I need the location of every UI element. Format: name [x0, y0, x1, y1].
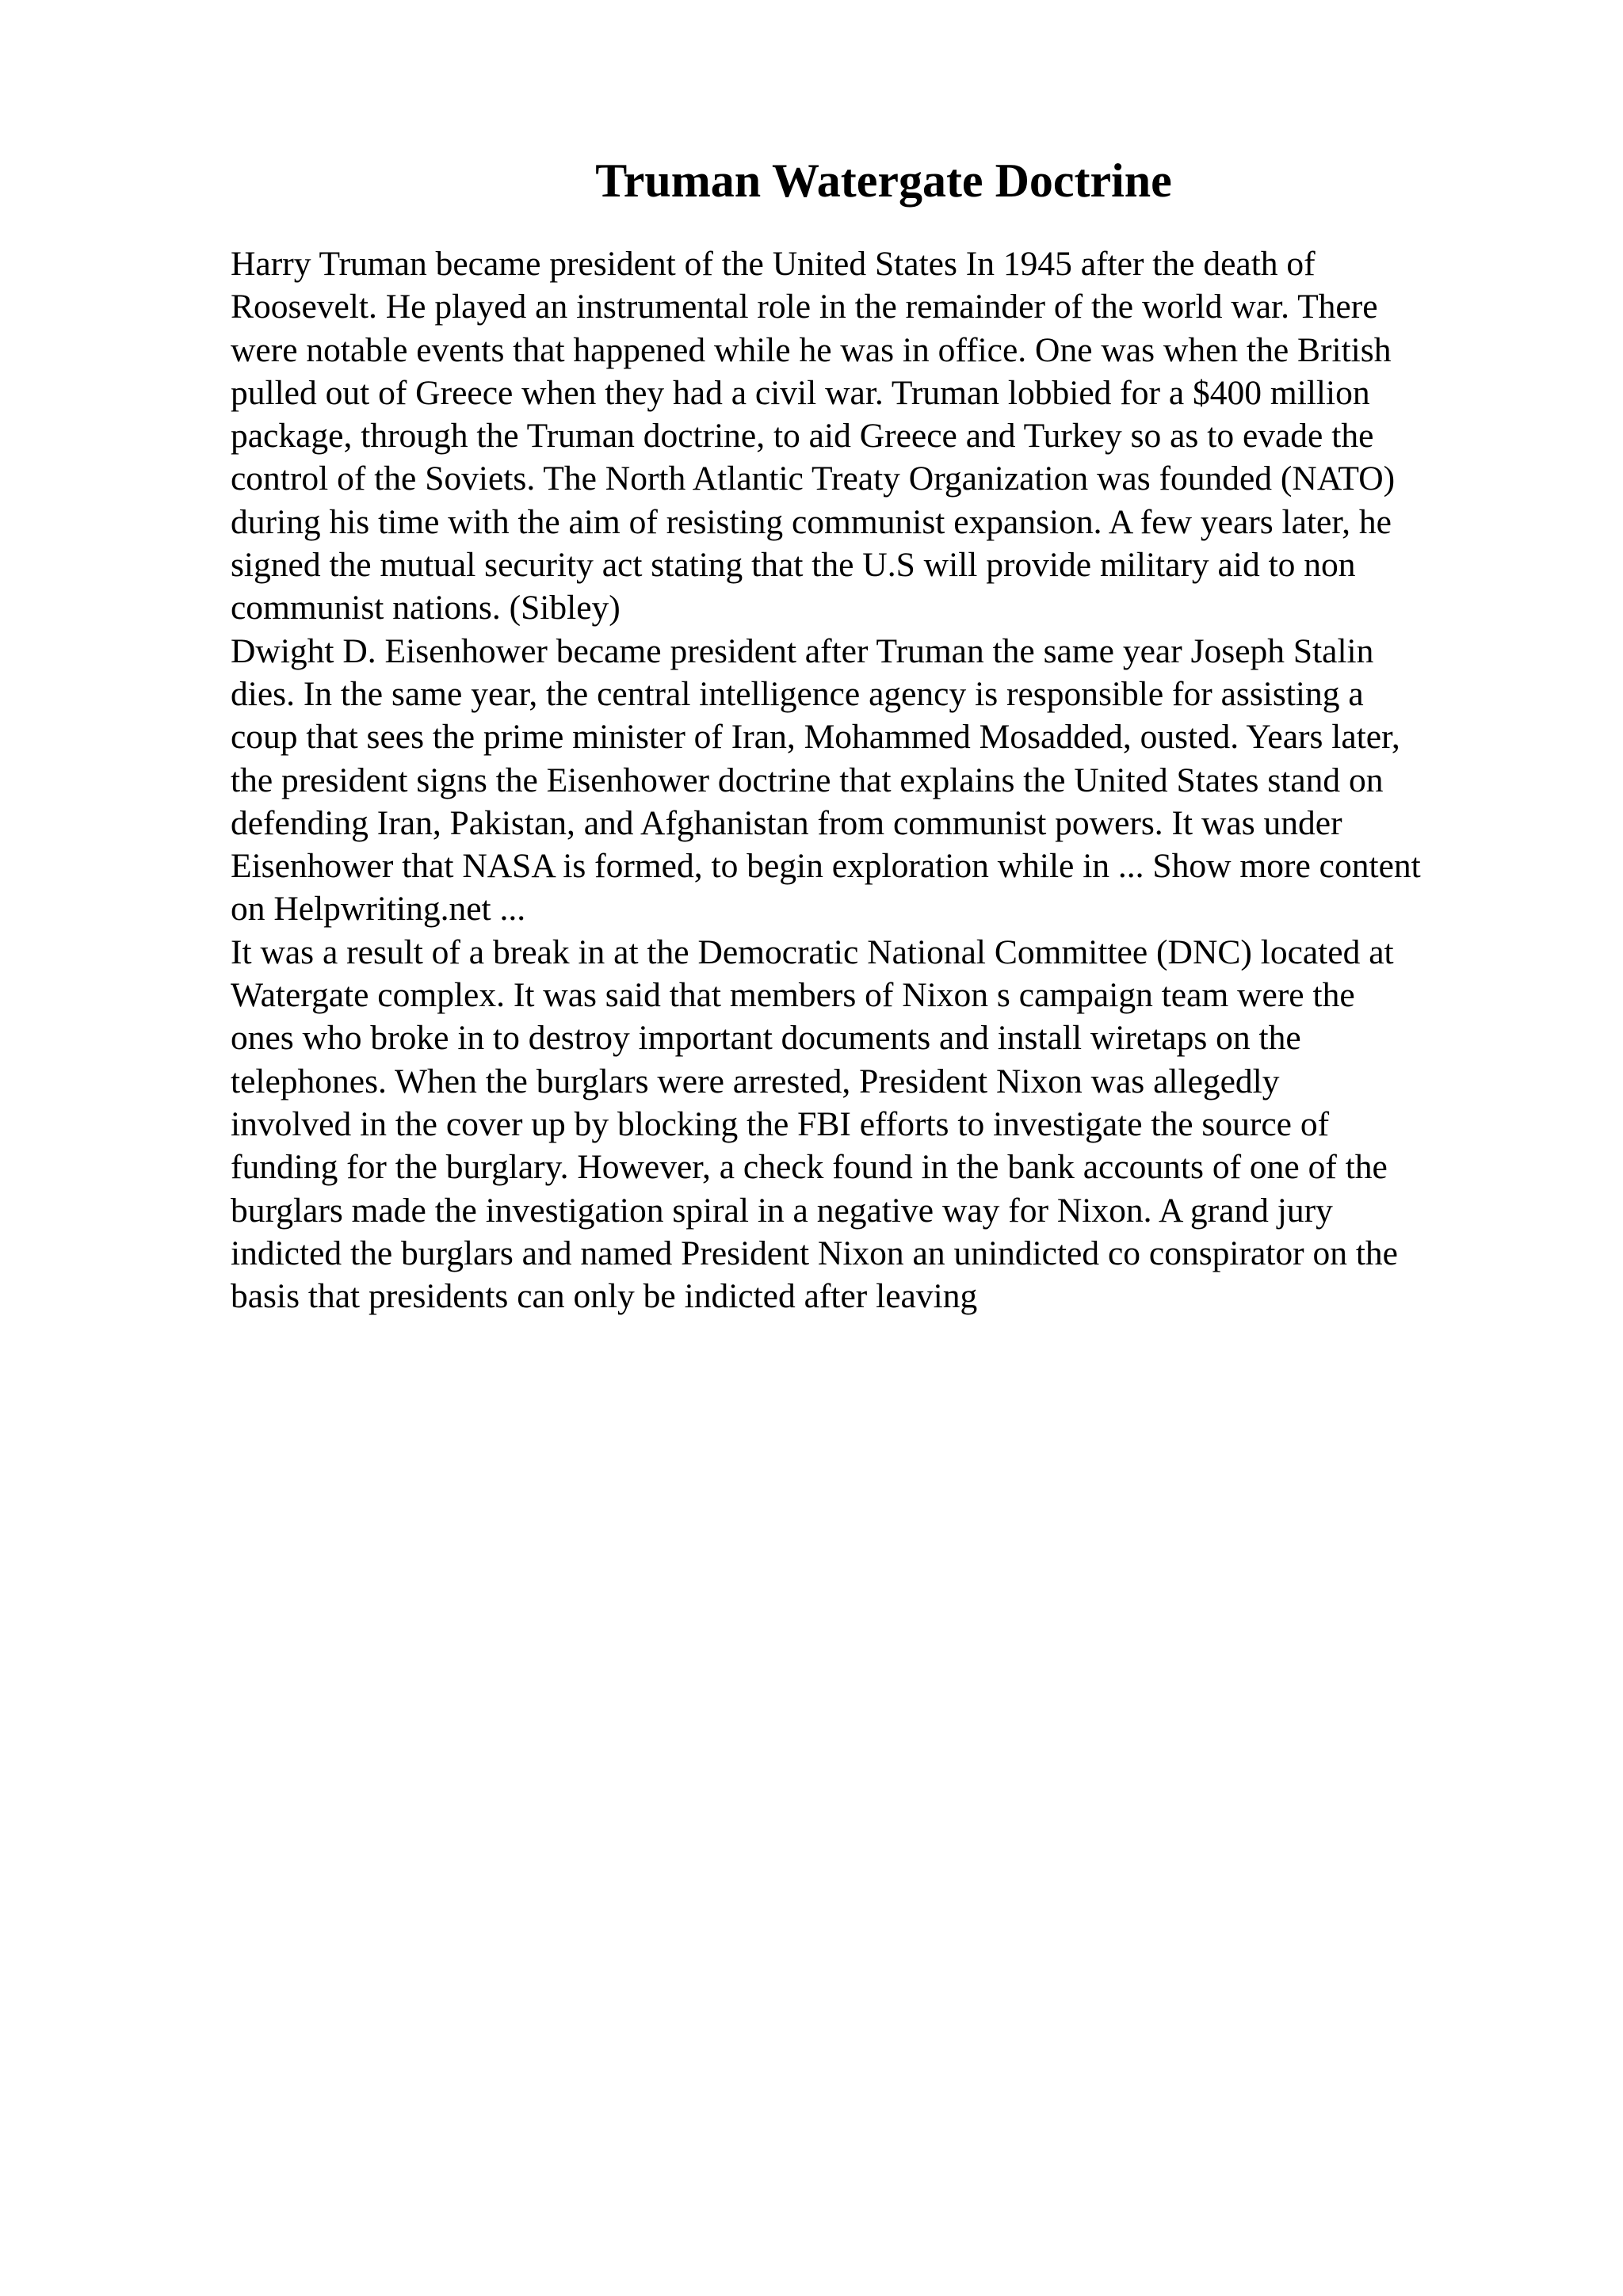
- body-line: on Helpwriting.net ...: [231, 890, 526, 929]
- body-line: package, through the Truman doctrine, to aid Greece and Turkey so as to evade the: [231, 417, 1374, 456]
- body-line: dies. In the same year, the central intelligence agency is responsible for assisting a: [231, 674, 1364, 713]
- document-body: [231, 242, 1514, 1318]
- body-line: ones who broke in to destroy important documents and install wiretaps on the: [231, 1019, 1301, 1058]
- body-line: Dwight D. Eisenhower became president after Truman the same year Joseph Stalin: [231, 631, 1374, 670]
- body-line: coup that sees the prime minister of Iran, Mohammed Mosadded, ousted. Years later,: [231, 718, 1400, 757]
- body-line: communist nations. (Sibley): [231, 589, 621, 627]
- body-line: control of the Soviets. The North Atlantic Treaty Organization was founded (NATO): [231, 460, 1396, 498]
- body-line: during his time with the aim of resisting communist expansion. A few years later, he: [231, 502, 1392, 541]
- body-line: the president signs the Eisenhower doctrine that explains the United States stand on: [231, 761, 1384, 799]
- body-line: basis that presidents can only be indicted after leaving: [231, 1277, 978, 1316]
- body-line: funding for the burglary. However, a check found in the bank accounts of one of the: [231, 1148, 1388, 1187]
- body-line: Harry Truman became president of the United States In 1945 after the death of: [231, 245, 1316, 283]
- body-line: involved in the cover up by blocking the FBI efforts to investigate the source of: [231, 1104, 1330, 1143]
- body-line: Eisenhower that NASA is formed, to begin exploration while in ... Show more content: [231, 847, 1421, 886]
- body-line: It was a result of a break in at the Democratic National Committee (DNC) located at: [231, 933, 1394, 971]
- body-line: signed the mutual security act stating that the U.S will provide military aid to non: [231, 546, 1356, 585]
- body-line: were notable events that happened while he was in office. One was when the British: [231, 330, 1392, 369]
- body-line: Watergate complex. It was said that members of Nixon s campaign team were the: [231, 976, 1355, 1015]
- body-line: Roosevelt. He played an instrumental role in the remainder of the world war. There: [231, 288, 1378, 326]
- body-line: telephones. When the burglars were arrested, President Nixon was allegedly: [231, 1062, 1280, 1100]
- body-line: defending Iran, Pakistan, and Afghanistan from communist powers. It was under: [231, 803, 1342, 842]
- body-line: burglars made the investigation spiral in a negative way for Nixon. A grand jury: [231, 1191, 1333, 1230]
- body-line: pulled out of Greece when they had a civil war. Truman lobbied for a $400 million: [231, 373, 1370, 412]
- body-line: indicted the burglars and named President Nixon an unindicted co conspirator on the: [231, 1234, 1398, 1272]
- document-title: Truman Watergate Doctrine: [595, 154, 1172, 207]
